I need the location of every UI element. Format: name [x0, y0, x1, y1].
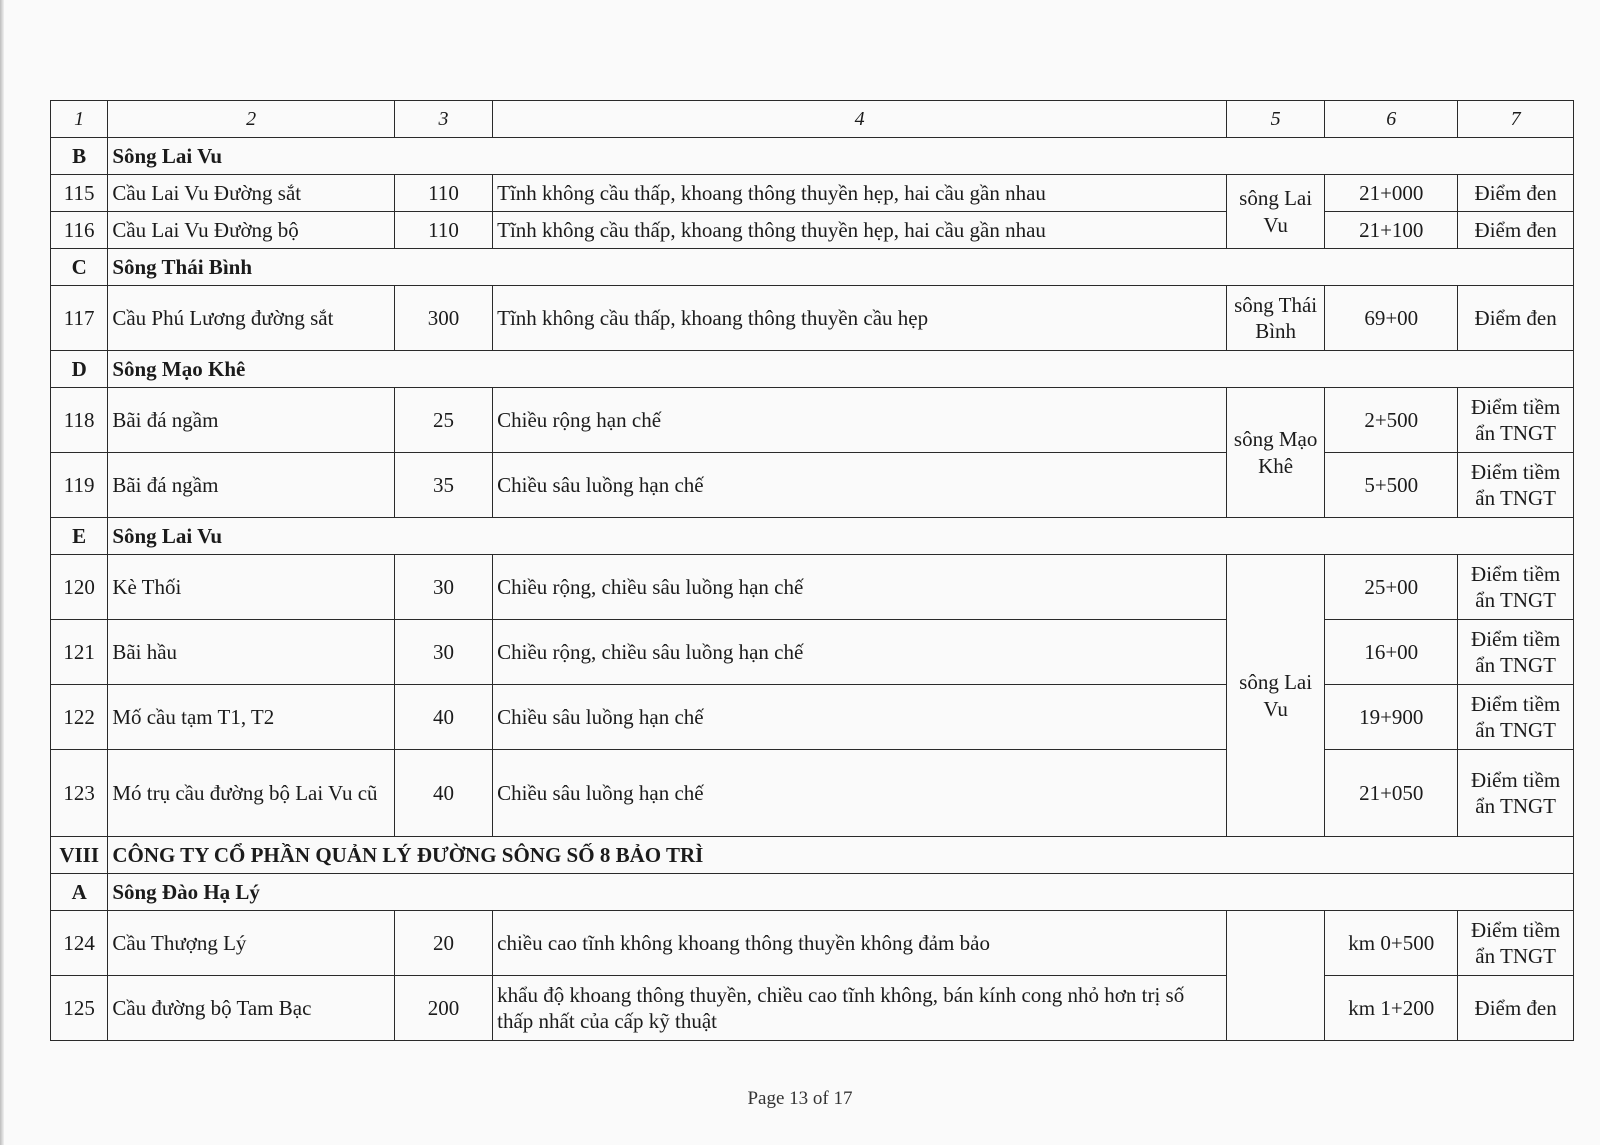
hazard-description: khẩu độ khoang thông thuyền, chiều cao tĩnh không, bán kính cong nhỏ hơn trị số thấp nhất của cấp kỹ thuật	[493, 976, 1227, 1041]
page-number: Page 13 of 17	[747, 1088, 853, 1109]
location-name: Bãi đá ngầm	[108, 453, 395, 518]
column-header: 3	[394, 101, 492, 138]
section-row	[51, 351, 1574, 388]
hazard-description: Chiều sâu luồng hạn chế	[493, 453, 1227, 518]
table-row	[51, 911, 1574, 976]
length-value: 40	[394, 685, 492, 750]
river-name: sông Mạo Khê	[1227, 388, 1325, 518]
km-marker: 2+500	[1325, 388, 1458, 453]
row-number: 125	[51, 976, 108, 1041]
location-name: Mố cầu tạm T1, T2	[108, 685, 395, 750]
table-row	[51, 685, 1574, 750]
hazard-type: Điểm tiềm ẩn TNGT	[1458, 685, 1574, 750]
section-title: Sông Lai Vu	[108, 138, 1574, 175]
section-row	[51, 874, 1574, 911]
section-row	[51, 837, 1574, 874]
hazard-description: Chiều rộng hạn chế	[493, 388, 1227, 453]
km-marker: 21+100	[1325, 212, 1458, 249]
hazard-type: Điểm tiềm ẩn TNGT	[1458, 453, 1574, 518]
location-name: Cầu đường bộ Tam Bạc	[108, 976, 395, 1041]
river-name-empty	[1227, 911, 1325, 1041]
row-number: 117	[51, 286, 108, 351]
location-name: Cầu Thượng Lý	[108, 911, 395, 976]
km-marker: 25+00	[1325, 555, 1458, 620]
table-row	[51, 555, 1574, 620]
row-number: 119	[51, 453, 108, 518]
length-value: 30	[394, 620, 492, 685]
row-number: 116	[51, 212, 108, 249]
km-marker: 21+000	[1325, 175, 1458, 212]
location-name: Bãi hầu	[108, 620, 395, 685]
km-marker: 69+00	[1325, 286, 1458, 351]
length-value: 30	[394, 555, 492, 620]
hazard-type: Điểm tiềm ẩn TNGT	[1458, 911, 1574, 976]
location-name: Bãi đá ngầm	[108, 388, 395, 453]
length-value: 40	[394, 750, 492, 837]
hazard-description: chiều cao tĩnh không khoang thông thuyền không đảm bảo	[493, 911, 1227, 976]
hazard-description: Chiều sâu luồng hạn chế	[493, 685, 1227, 750]
table-row	[51, 750, 1574, 837]
column-header: 2	[108, 101, 395, 138]
hazard-description: Chiều sâu luồng hạn chế	[493, 750, 1227, 837]
table-row	[51, 388, 1574, 453]
km-marker: 19+900	[1325, 685, 1458, 750]
river-name: sông Thái Bình	[1227, 286, 1325, 351]
length-value: 300	[394, 286, 492, 351]
column-header: 1	[51, 101, 108, 138]
hazard-description: Chiều rộng, chiều sâu luồng hạn chế	[493, 555, 1227, 620]
row-number: 115	[51, 175, 108, 212]
hazard-type: Điểm đen	[1458, 175, 1574, 212]
length-value: 35	[394, 453, 492, 518]
red-stamp-edge	[1582, 490, 1600, 640]
column-header: 4	[493, 101, 1227, 138]
section-title: Sông Lai Vu	[108, 518, 1574, 555]
length-value: 20	[394, 911, 492, 976]
length-value: 200	[394, 976, 492, 1041]
section-row	[51, 249, 1574, 286]
km-marker: km 1+200	[1325, 976, 1458, 1041]
location-name: Kè Thối	[108, 555, 395, 620]
table-row	[51, 976, 1574, 1041]
row-number: 120	[51, 555, 108, 620]
row-number: 123	[51, 750, 108, 837]
section-code: C	[51, 249, 108, 286]
hazard-type: Điểm tiềm ẩn TNGT	[1458, 620, 1574, 685]
length-value: 25	[394, 388, 492, 453]
hazard-description: Tĩnh không cầu thấp, khoang thông thuyền cầu hẹp	[493, 286, 1227, 351]
river-name: sông Lai Vu	[1227, 555, 1325, 837]
length-value: 110	[394, 212, 492, 249]
section-row	[51, 518, 1574, 555]
section-row	[51, 138, 1574, 175]
location-name: Mó trụ cầu đường bộ Lai Vu cũ	[108, 750, 395, 837]
location-name: Cầu Lai Vu Đường sắt	[108, 175, 395, 212]
table-row	[51, 453, 1574, 518]
location-name: Cầu Phú Lương đường sắt	[108, 286, 395, 351]
hazard-type: Điểm đen	[1458, 212, 1574, 249]
section-title: Sông Đào Hạ Lý	[108, 874, 1574, 911]
table-row	[51, 175, 1574, 212]
location-name: Cầu Lai Vu Đường bộ	[108, 212, 395, 249]
km-marker: 21+050	[1325, 750, 1458, 837]
column-header: 6	[1325, 101, 1458, 138]
row-number: 118	[51, 388, 108, 453]
section-code: A	[51, 874, 108, 911]
km-marker: km 0+500	[1325, 911, 1458, 976]
km-marker: 16+00	[1325, 620, 1458, 685]
section-title: Sông Thái Bình	[108, 249, 1574, 286]
section-title: CÔNG TY CỔ PHẦN QUẢN LÝ ĐƯỜNG SÔNG SỐ 8 BẢO TRÌ	[108, 837, 1574, 874]
hazard-type: Điểm tiềm ẩn TNGT	[1458, 555, 1574, 620]
column-header: 7	[1458, 101, 1574, 138]
row-number: 122	[51, 685, 108, 750]
length-value: 110	[394, 175, 492, 212]
table-row	[51, 620, 1574, 685]
river-name: sông Lai Vu	[1227, 175, 1325, 249]
table-row	[51, 212, 1574, 249]
table-row	[51, 286, 1574, 351]
section-title: Sông Mạo Khê	[108, 351, 1574, 388]
hazard-description: Chiều rộng, chiều sâu luồng hạn chế	[493, 620, 1227, 685]
page-edge-shadow	[0, 0, 4, 1145]
hazard-description: Tĩnh không cầu thấp, khoang thông thuyền hẹp, hai cầu gần nhau	[493, 175, 1227, 212]
hazard-type: Điểm đen	[1458, 976, 1574, 1041]
hazard-type: Điểm tiềm ẩn TNGT	[1458, 750, 1574, 837]
hazard-description: Tĩnh không cầu thấp, khoang thông thuyền hẹp, hai cầu gần nhau	[493, 212, 1227, 249]
row-number: 121	[51, 620, 108, 685]
km-marker: 5+500	[1325, 453, 1458, 518]
section-code: D	[51, 351, 108, 388]
section-code: B	[51, 138, 108, 175]
section-code: VIII	[51, 837, 108, 874]
hazard-type: Điểm đen	[1458, 286, 1574, 351]
hazard-points-table	[50, 100, 1574, 1041]
column-header-row	[51, 101, 1574, 138]
column-header: 5	[1227, 101, 1325, 138]
hazard-type: Điểm tiềm ẩn TNGT	[1458, 388, 1574, 453]
section-code: E	[51, 518, 108, 555]
row-number: 124	[51, 911, 108, 976]
